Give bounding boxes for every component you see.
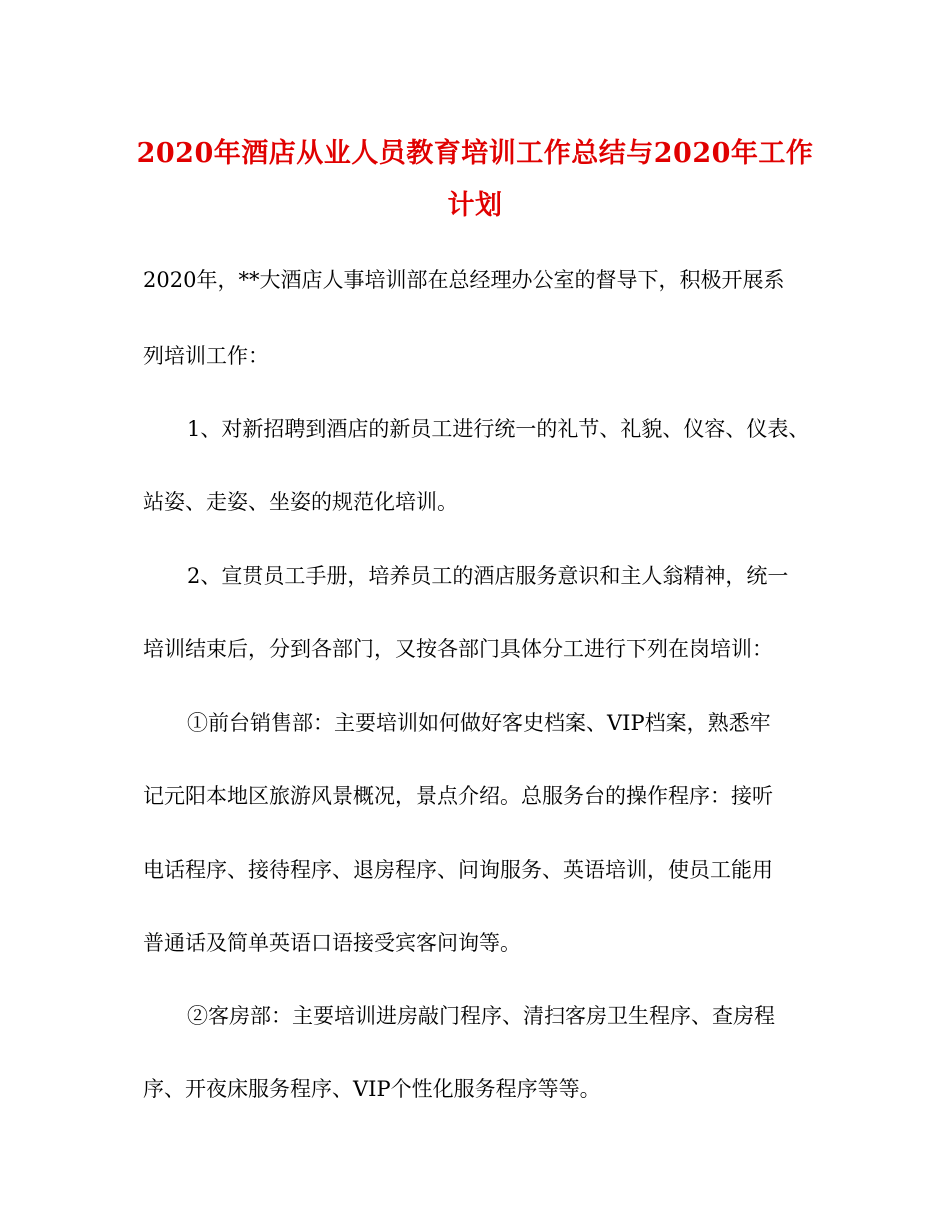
title-line-2: 计划 — [447, 190, 503, 221]
title-line-1: 2020年酒店从业人员教育培训工作总结与2020年工作 — [136, 138, 814, 169]
body-line: 记元阳本地区旅游风景概况，景点介绍。总服务台的操作程序：接听 — [143, 784, 773, 808]
body-line: ①前台销售部：主要培训如何做好客史档案、VIP档案，熟悉牢 — [187, 711, 771, 735]
document-title — [130, 128, 820, 232]
body-line: 2020年，**大酒店人事培训部在总经理办公室的督导下，积极开展系 — [143, 268, 785, 292]
body-line: 序、开夜床服务程序、VIP个性化服务程序等等。 — [143, 1077, 601, 1101]
body-line: 2、宣贯员工手册，培养员工的酒店服务意识和主人翁精神，统一 — [187, 564, 789, 588]
body-line: ②客房部：主要培训进房敲门程序、清扫客房卫生程序、查房程 — [187, 1004, 775, 1028]
body-line: 站姿、走姿、坐姿的规范化培训。 — [143, 490, 458, 514]
body-line: 列培训工作： — [143, 344, 269, 368]
body-line: 普通话及简单英语口语接受宾客问询等。 — [143, 931, 521, 955]
body-line: 电话程序、接待程序、退房程序、问询服务、英语培训，使员工能用 — [143, 858, 773, 882]
body-line: 培训结束后，分到各部门，又按各部门具体分工进行下列在岗培训： — [143, 637, 773, 661]
body-line: 1、对新招聘到酒店的新员工进行统一的礼节、礼貌、仪容、仪表、 — [187, 417, 810, 441]
